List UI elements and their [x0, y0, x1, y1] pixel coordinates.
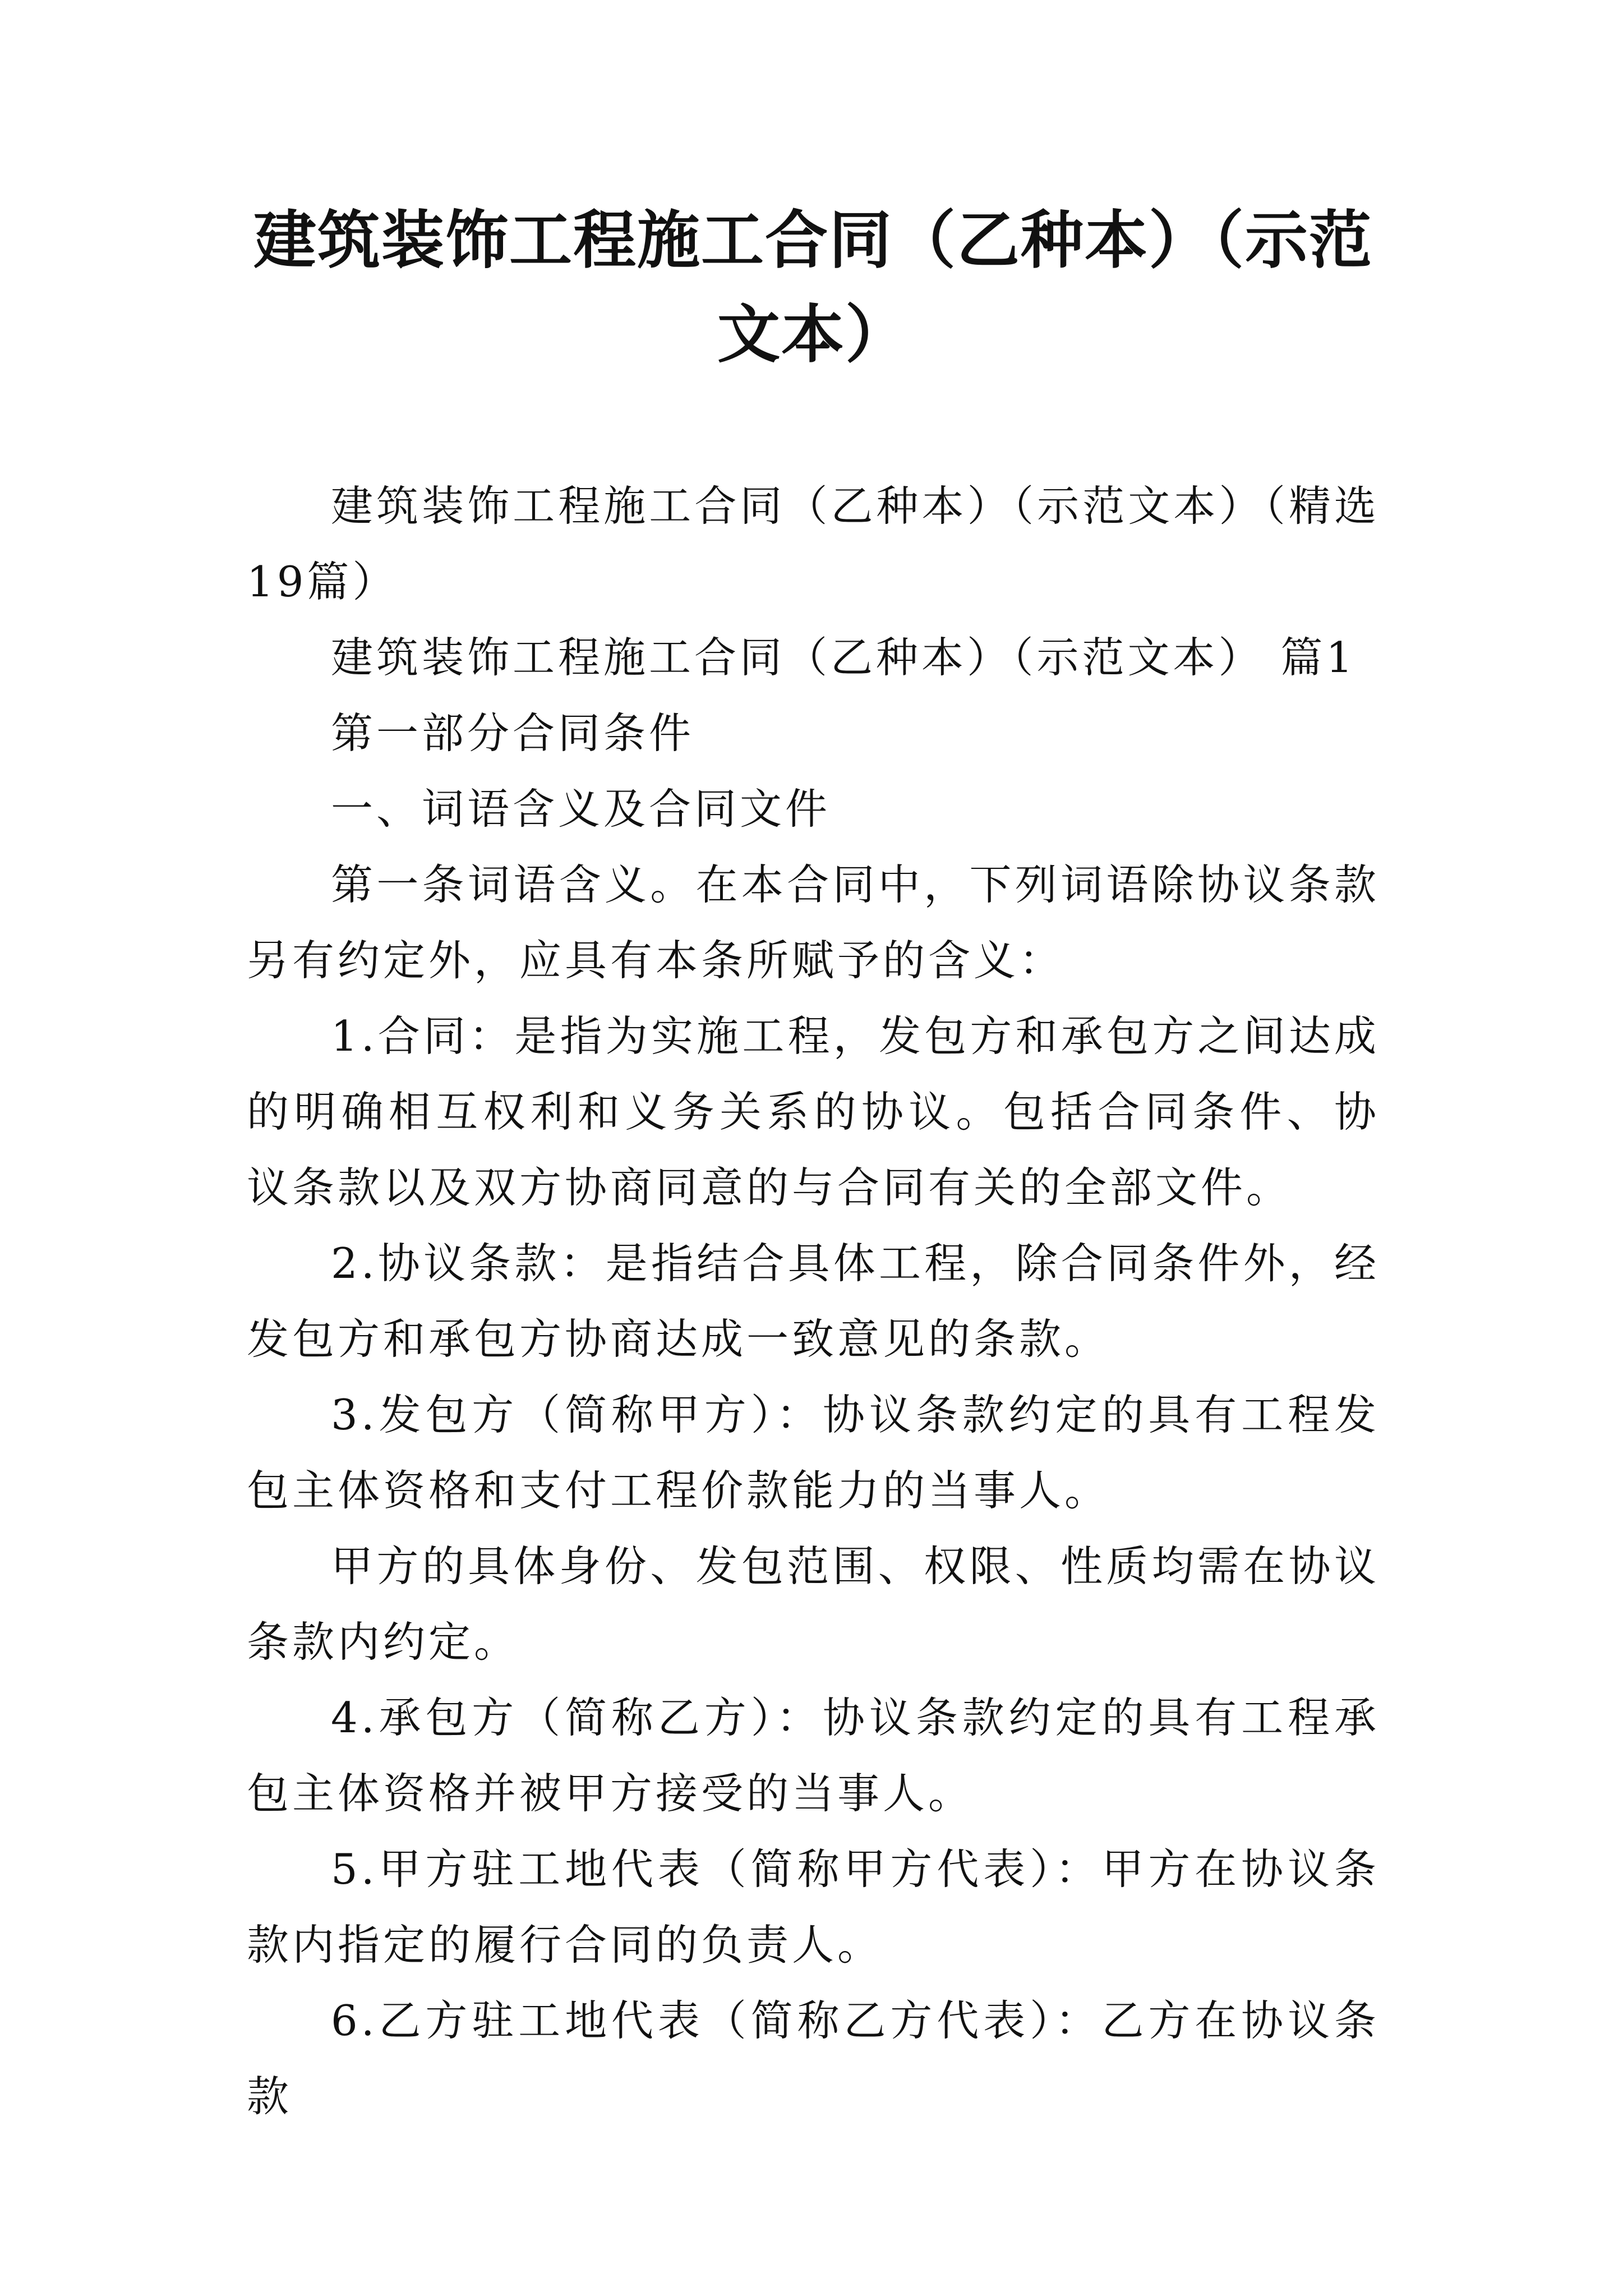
paragraph-collection-title: 建筑装饰工程施工合同（乙种本）（示范文本）（精选19篇） [247, 481, 1380, 606]
paragraph-definition-3: 3.发包方（简称甲方）：协议条款约定的具有工程发包主体资格和支付工程价款能力的当事人。 [247, 1390, 1380, 1515]
paragraph-definition-2: 2.协议条款：是指结合具体工程，除合同条件外，经发包方和承包方协商达成一致意见的条款。 [247, 1239, 1380, 1364]
paragraph-section-heading: 一、词语含义及合同文件 [331, 784, 831, 834]
paragraph-definition-3-note: 甲方的具体身份、发包范围、权限、性质均需在协议条款内约定。 [247, 1542, 1380, 1667]
document-body [247, 468, 1380, 2134]
paragraph-definition-6: 6.乙方驻工地代表（简称乙方代表）：乙方在协议条款 [247, 1996, 1380, 2121]
paragraph-part-heading: 第一部分合同条件 [331, 708, 695, 758]
paragraph-definition-1: 1.合同：是指为实施工程，发包方和承包方之间达成的明确相互权利和义务关系的协议。包括合同条件、协议条款以及双方协商同意的与合同有关的全部文件。 [247, 1011, 1380, 1212]
paragraph-clause-1: 第一条词语含义。在本合同中，下列词语除协议条款另有约定外，应具有本条所赋予的含义： [247, 860, 1380, 985]
paragraph-article-heading: 建筑装饰工程施工合同（乙种本）（示范文本） 篇1 [331, 633, 1357, 682]
paragraph-definition-5: 5.甲方驻工地代表（简称甲方代表）：甲方在协议条款内指定的履行合同的负责人。 [247, 1844, 1380, 1970]
document-title: 建筑装饰工程施工合同（乙种本）（示范文本） [253, 204, 1373, 371]
paragraph-definition-4: 4.承包方（简称乙方）：协议条款约定的具有工程承包主体资格并被甲方接受的当事人。 [247, 1693, 1380, 1818]
